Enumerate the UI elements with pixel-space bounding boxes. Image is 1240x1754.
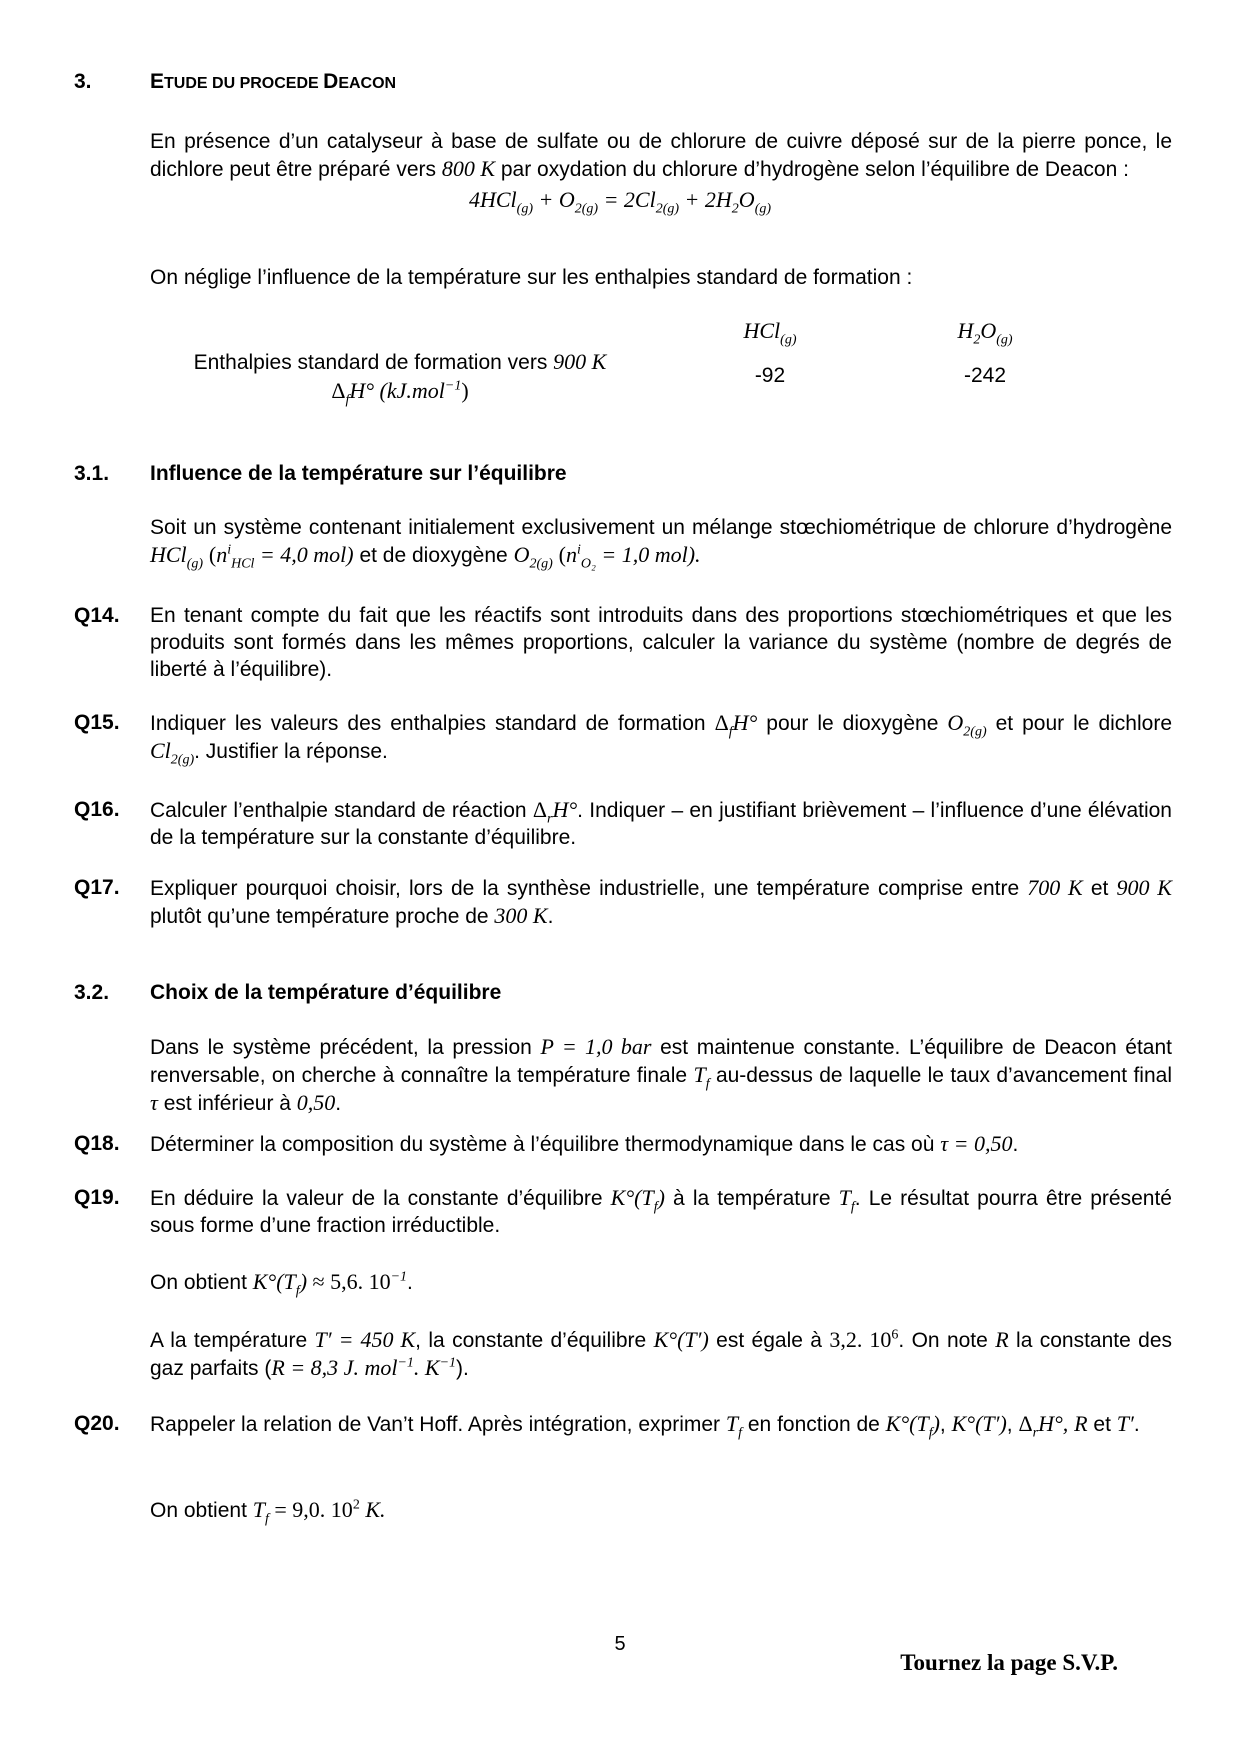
question-q19: En déduire la valeur de la constante d’équilibre $K^\circ(T_f)$ à la température $T_f$. Le résultat pourra être présenté sous forme d’une fraction irréductible. [150, 1185, 1172, 1237]
temperature-statement: A la température T′ = 450 K, la constante d’équilibre K°(T′) est égale à 3,2. $10^6$. On note R la constante des gaz parfaits (R = 8,3 J. mol$^{-1}$. $K^{-1}$). [150, 1327, 1173, 1380]
turn-page-note: Tournez la page S.V.P. [900, 1650, 1118, 1675]
col-header-h2o: $H_2O_{(g)}$ [957, 318, 1013, 348]
neglige-text: On néglige l’influence de la température sur les enthalpies standard de formation : [150, 266, 913, 289]
pressure-intro: Dans le système précédent, la pression P = 1,0 bar est maintenue constante. L’équilibre de Deacon étant renversable, on cherche à connaître la température finale $T_f$ au-dessus de laquelle le taux d’avancement final τ est inférieur à 0,50. [150, 1034, 1173, 1115]
question-q18: Déterminer la composition du système à l’équilibre thermodynamique dans le cas où τ = 0,50. [150, 1131, 1019, 1156]
question-label: Q19. [74, 1186, 120, 1209]
subsection-title: Influence de la température sur l’équilibre [150, 462, 567, 485]
section-title: ETUDE DU PROCEDE DEACON [150, 70, 397, 93]
question-q20: Rappeler la relation de Van’t Hoff. Après intégration, exprimer $T_f$ en fonction de $K^\circ(T_f)$, K°(T′), $\Delta_rH^\circ$, R et T′. [150, 1411, 1140, 1441]
question-q17: Expliquer pourquoi choisir, lors de la synthèse industrielle, une température comprise entre 700 K et 900 K plutôt qu’une température proche de 300 K. [150, 875, 1172, 928]
system-intro: Soit un système contenant initialement exclusivement un mélange stœchiométrique de chlorure d’hydrogène HCl$_{(g)}$ ($n^i_{HCl} = 4,0$ mol) et de dioxygène $O_{2(g)}$ ($n^i_{O_2} = 1,0$ mol). [150, 516, 1172, 572]
question-label: Q17. [74, 876, 120, 899]
intro-paragraph: En présence d’un catalyseur à base de sulfate ou de chlorure de cuivre déposé sur de la pierre ponce, le dichlore peut être préparé vers 800 K par oxydation du chlorure d’hydrogène selon l’équilibre de Deacon : [150, 130, 1172, 181]
question-q16: Calculer l’enthalpie standard de réaction $\Delta_rH^\circ$. Indiquer – en justifiant brièvement – l’influence d’une élévation de la température sur la constante d’équilibre. [150, 797, 1172, 849]
result-tf: On obtient $T_f = 9,0$. $10^2$ K. [150, 1497, 386, 1527]
subsection-number: 3.1. [74, 462, 110, 485]
subsection-number: 3.2. [74, 981, 110, 1004]
question-label: Q14. [74, 604, 120, 627]
question-q14: En tenant compte du fait que les réactifs sont introduits dans des proportions stœchiométriques et que les produits sont formés dans les mêmes proportions, calculer la variance du système (nombre de degrés de liberté à l’équilibre). [150, 604, 1172, 681]
question-label: Q15. [74, 711, 120, 734]
page-number: 5 [614, 1633, 626, 1655]
subsection-title: Choix de la température d’équilibre [150, 981, 502, 1004]
result-k-tf: On obtient $K^\circ(T_f) \approx 5,6$. $10^{-1}$. [150, 1269, 413, 1299]
value-hcl: -92 [754, 364, 786, 387]
question-label: Q20. [74, 1412, 120, 1435]
value-h2o: -242 [963, 364, 1007, 387]
deacon-equation: $4HCl_{(g)} + O_{2(g)} = 2Cl_{2(g)} + 2H_2O_{(g)}$ [468, 187, 772, 217]
section-number: 3. [74, 70, 92, 93]
col-header-hcl: HCl$_{(g)}$ [743, 318, 797, 348]
question-label: Q18. [74, 1132, 120, 1155]
row-label: Enthalpies standard de formation vers 900 K $\Delta_fH^\circ$ (kJ.mol$^{-1}$) [193, 349, 607, 408]
question-label: Q16. [74, 798, 120, 821]
question-q15: Indiquer les valeurs des enthalpies standard de formation $\Delta_fH^\circ$ pour le dioxygène $O_{2(g)}$ et pour le dichlore $Cl_{2(g)}$. Justifier la réponse. [150, 710, 1172, 768]
